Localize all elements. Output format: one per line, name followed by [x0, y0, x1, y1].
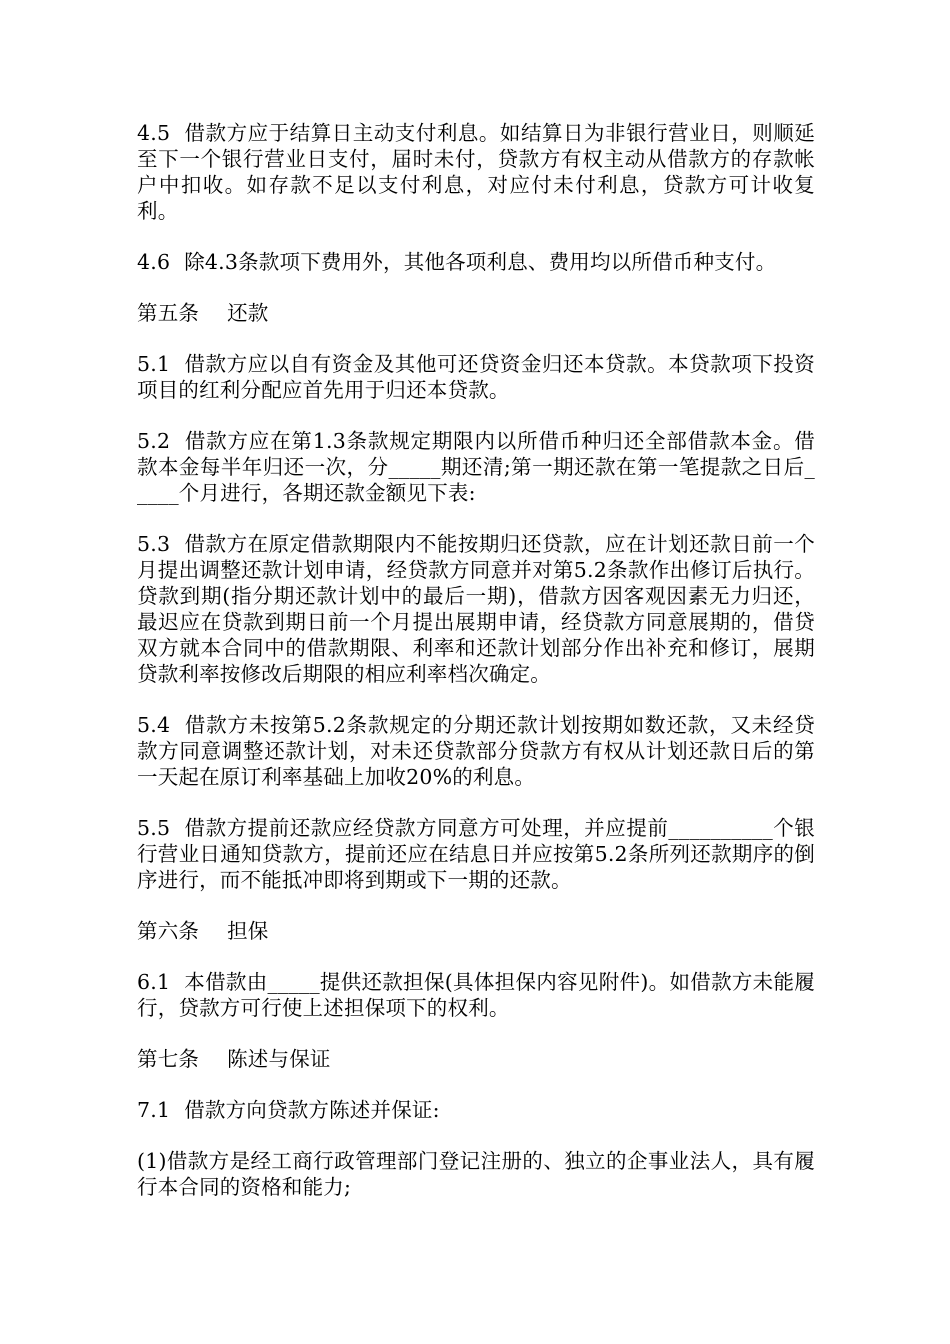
- clause-text: 借款方提前还款应经贷款方同意方可处理，并应提前__________个银行营业日通知贷款方，提前还应在结息日并应按第5.2条所列还款期序的倒序进行，而不能抵冲即将到期或下一期的还款。: [137, 816, 815, 892]
- clause-4-6: [137, 249, 815, 275]
- article-title: 还款: [227, 301, 269, 325]
- clause-5-5: [137, 815, 815, 893]
- clause-number: 5.1: [137, 352, 171, 376]
- article-number: 第七条: [137, 1047, 200, 1071]
- clause-text: 借款方应在第1.3条款规定期限内以所借币种归还全部借款本金。借款本金每半年归还一次，分_____期还清;第一期还款在第一笔提款之日后_____个月进行，各期还款金额见下表:: [137, 429, 815, 505]
- clause-text: 借款方应以自有资金及其他可还贷资金归还本贷款。本贷款项下投资项目的红利分配应首先用于归还本贷款。: [137, 352, 815, 402]
- clause-5-4: [137, 712, 815, 790]
- article-title: 陈述与保证: [227, 1047, 331, 1071]
- article-number: 第六条: [137, 919, 200, 943]
- clause-number: 5.5: [137, 816, 171, 840]
- clause-5-3: [137, 531, 815, 687]
- clause-4-5: [137, 120, 815, 224]
- clause-7-1-item-1: [137, 1148, 815, 1200]
- clause-number: 4.6: [137, 250, 171, 274]
- clause-5-2: [137, 428, 815, 506]
- clause-number: 5.2: [137, 429, 171, 453]
- clause-number: 4.5: [137, 121, 171, 145]
- article-number: 第五条: [137, 301, 200, 325]
- article-7-heading: [137, 1046, 815, 1072]
- article-5-heading: [137, 300, 815, 326]
- clause-number: 5.4: [137, 713, 171, 737]
- clause-5-1: [137, 351, 815, 403]
- clause-number: 7.1: [137, 1098, 171, 1122]
- clause-number: 6.1: [137, 970, 171, 994]
- clause-text: 借款方向贷款方陈述并保证:: [184, 1098, 440, 1122]
- clause-number: 5.3: [137, 532, 171, 556]
- clause-text: (1)借款方是经工商行政管理部门登记注册的、独立的企事业法人，具有履行本合同的资格和能力;: [137, 1149, 815, 1199]
- document-page: [137, 120, 815, 1225]
- clause-text: 借款方在原定借款期限内不能按期归还贷款，应在计划还款日前一个月提出调整还款计划申请，经贷款方同意并对第5.2条款作出修订后执行。贷款到期(指分期还款计划中的最后一期)，借款方因客观因素无力归还，最迟应在贷款到期日前一个月提出展期申请，经贷款方同意展期的，借贷双方就本合同中的借款期限、利率和还款计划部分作出补充和修订，展期贷款利率按修改后期限的相应利率档次确定。: [137, 532, 815, 686]
- article-title: 担保: [227, 919, 269, 943]
- article-6-heading: [137, 918, 815, 944]
- clause-6-1: [137, 969, 815, 1021]
- clause-text: 本借款由_____提供还款担保(具体担保内容见附件)。如借款方未能履行，贷款方可行使上述担保项下的权利。: [137, 970, 815, 1020]
- clause-text: 借款方未按第5.2条款规定的分期还款计划按期如数还款，又未经贷款方同意调整还款计划，对未还贷款部分贷款方有权从计划还款日后的第一天起在原订利率基础上加收20%的利息。: [137, 713, 815, 789]
- clause-text: 借款方应于结算日主动支付利息。如结算日为非银行营业日，则顺延至下一个银行营业日支付，届时未付，贷款方有权主动从借款方的存款帐户中扣收。如存款不足以支付利息，对应付未付利息，贷款方可计收复利。: [137, 121, 815, 223]
- clause-7-1: [137, 1097, 815, 1123]
- clause-text: 除4.3条款项下费用外，其他各项利息、费用均以所借币种支付。: [184, 250, 777, 274]
